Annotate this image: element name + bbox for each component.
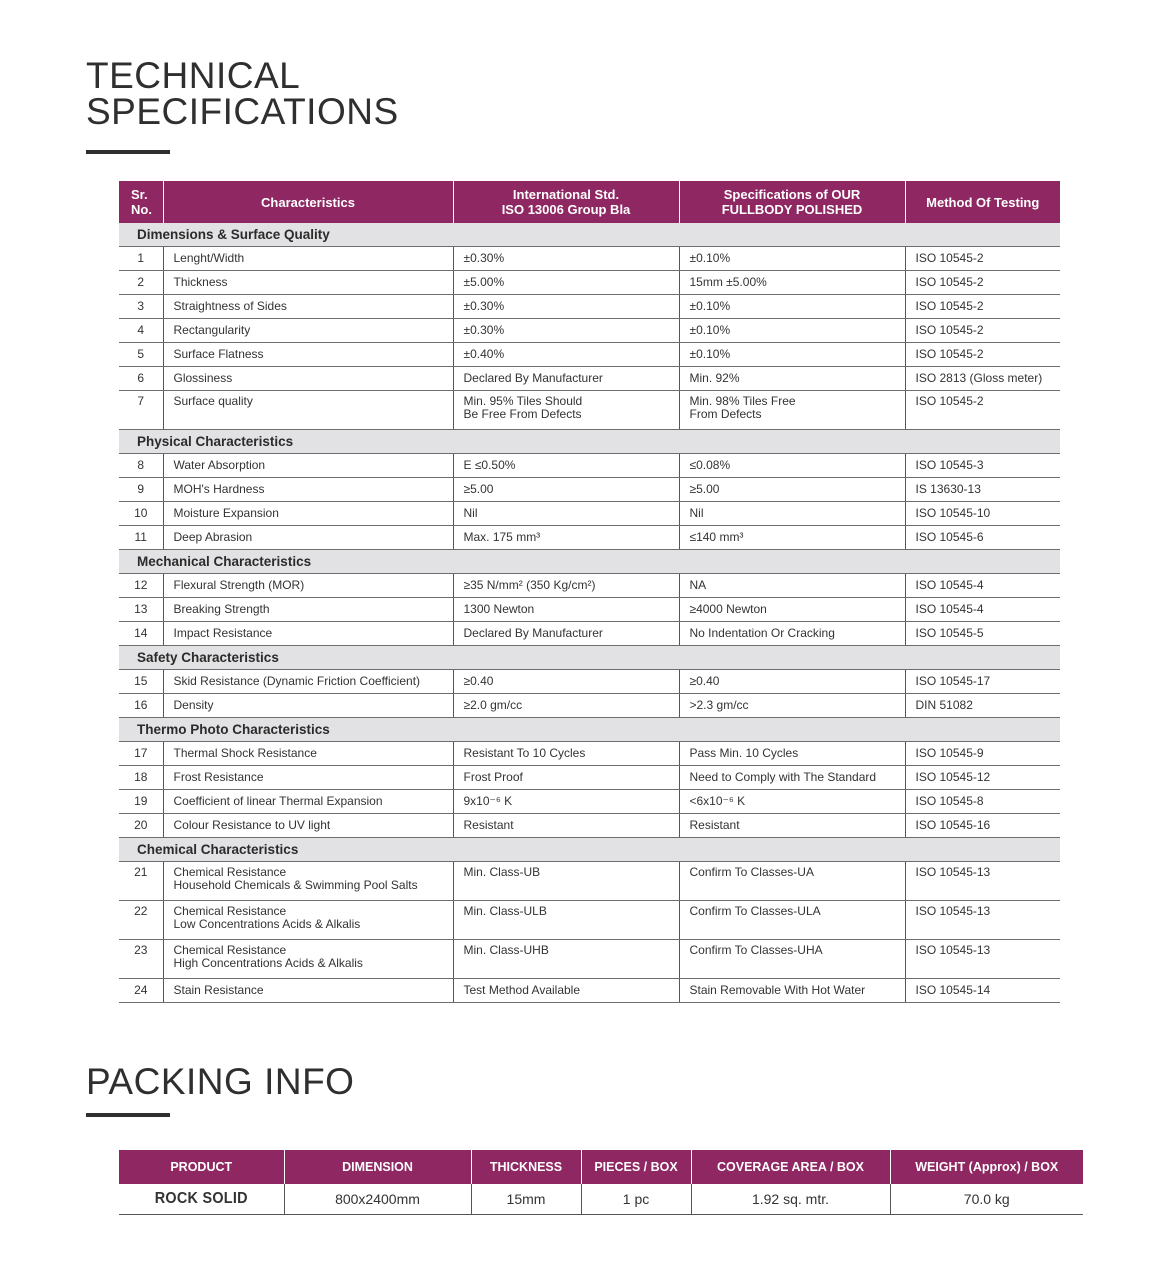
section-row xyxy=(119,223,1060,247)
method-cell: ISO 10545-4 xyxy=(905,598,1060,622)
section-title: Dimensions & Surface Quality xyxy=(119,223,1060,247)
method-cell: ISO 10545-6 xyxy=(905,526,1060,550)
international-std-cell: Min. Class-UB xyxy=(453,862,679,901)
characteristic-cell: Surface quality xyxy=(163,391,453,430)
our-spec-cell: Resistant xyxy=(679,814,905,838)
international-std-cell: ≥5.00 xyxy=(453,478,679,502)
characteristic-cell: Rectangularity xyxy=(163,319,453,343)
title-underline xyxy=(86,1113,170,1117)
method-cell: ISO 10545-2 xyxy=(905,391,1060,430)
method-cell: ISO 10545-17 xyxy=(905,670,1060,694)
table-row xyxy=(119,940,1060,979)
our-spec-cell: Min. 92% xyxy=(679,367,905,391)
international-std-cell: ≥2.0 gm/cc xyxy=(453,694,679,718)
method-cell: ISO 10545-14 xyxy=(905,979,1060,1003)
pieces-value: 1 pc xyxy=(581,1184,691,1215)
our-spec-cell: ≥5.00 xyxy=(679,478,905,502)
sr-no-cell: 21 xyxy=(119,862,163,901)
international-std-cell: Declared By Manufacturer xyxy=(453,622,679,646)
table-row xyxy=(119,622,1060,646)
sr-no-cell: 11 xyxy=(119,526,163,550)
our-spec-cell: Confirm To Classes-UHA xyxy=(679,940,905,979)
characteristic-cell: Glossiness xyxy=(163,367,453,391)
international-std-cell: Declared By Manufacturer xyxy=(453,367,679,391)
method-cell: ISO 10545-2 xyxy=(905,271,1060,295)
sr-no-cell: 15 xyxy=(119,670,163,694)
sr-no-cell: 1 xyxy=(119,247,163,271)
section-row xyxy=(119,838,1060,862)
table-row xyxy=(119,367,1060,391)
table-row xyxy=(119,391,1060,430)
our-spec-cell: NA xyxy=(679,574,905,598)
table-row xyxy=(119,271,1060,295)
sr-no-cell: 2 xyxy=(119,271,163,295)
our-spec-cell: Pass Min. 10 Cycles xyxy=(679,742,905,766)
table-row xyxy=(119,901,1060,940)
characteristic-cell: MOH's Hardness xyxy=(163,478,453,502)
our-spec-cell: Confirm To Classes-ULA xyxy=(679,901,905,940)
table-row xyxy=(119,814,1060,838)
sr-no-cell: 3 xyxy=(119,295,163,319)
method-cell: ISO 10545-13 xyxy=(905,940,1060,979)
sr-no-cell: 20 xyxy=(119,814,163,838)
characteristic-cell: Lenght/Width xyxy=(163,247,453,271)
sr-no-cell: 16 xyxy=(119,694,163,718)
our-spec-cell: <6x10⁻⁶ K xyxy=(679,790,905,814)
characteristic-cell: Skid Resistance (Dynamic Friction Coefficient) xyxy=(163,670,453,694)
sr-no-cell: 22 xyxy=(119,901,163,940)
our-spec-cell: Nil xyxy=(679,502,905,526)
table-row xyxy=(119,478,1060,502)
header-characteristics: Characteristics xyxy=(163,181,453,223)
characteristic-cell: Thermal Shock Resistance xyxy=(163,742,453,766)
dimension-value: 800x2400mm xyxy=(284,1184,471,1215)
sr-no-cell: 10 xyxy=(119,502,163,526)
header-thickness: THICKNESS xyxy=(471,1150,581,1184)
table-row xyxy=(119,670,1060,694)
table-row xyxy=(119,295,1060,319)
characteristic-cell: Water Absorption xyxy=(163,454,453,478)
section-title: Thermo Photo Characteristics xyxy=(119,718,1060,742)
sr-no-cell: 8 xyxy=(119,454,163,478)
our-spec-cell: ±0.10% xyxy=(679,319,905,343)
method-cell: ISO 10545-13 xyxy=(905,901,1060,940)
our-spec-cell: Need to Comply with The Standard xyxy=(679,766,905,790)
our-spec-cell: No Indentation Or Cracking xyxy=(679,622,905,646)
sr-no-cell: 12 xyxy=(119,574,163,598)
international-std-cell: Resistant To 10 Cycles xyxy=(453,742,679,766)
table-row xyxy=(119,454,1060,478)
characteristic-cell: Thickness xyxy=(163,271,453,295)
method-cell: ISO 2813 (Gloss meter) xyxy=(905,367,1060,391)
title-underline xyxy=(86,150,170,154)
characteristic-cell: Chemical Resistance Low Concentrations Acids & Alkalis xyxy=(163,901,453,940)
header-dimension: DIMENSION xyxy=(284,1150,471,1184)
sr-no-cell: 18 xyxy=(119,766,163,790)
international-std-cell: Min. 95% Tiles Should Be Free From Defects xyxy=(453,391,679,430)
international-std-cell: ±0.40% xyxy=(453,343,679,367)
our-spec-cell: ±0.10% xyxy=(679,295,905,319)
section-title: Mechanical Characteristics xyxy=(119,550,1060,574)
table-row xyxy=(119,598,1060,622)
sr-no-cell: 23 xyxy=(119,940,163,979)
table-row xyxy=(119,574,1060,598)
characteristic-cell: Colour Resistance to UV light xyxy=(163,814,453,838)
characteristic-cell: Frost Resistance xyxy=(163,766,453,790)
sr-no-cell: 17 xyxy=(119,742,163,766)
international-std-cell: Min. Class-UHB xyxy=(453,940,679,979)
table-row xyxy=(119,319,1060,343)
table-row xyxy=(119,343,1060,367)
thickness-value: 15mm xyxy=(471,1184,581,1215)
header-our-spec: Specifications of OUR FULLBODY POLISHED xyxy=(679,181,905,223)
coverage-value: 1.92 sq. mtr. xyxy=(691,1184,890,1215)
our-spec-cell: Confirm To Classes-UA xyxy=(679,862,905,901)
our-spec-cell: ±0.10% xyxy=(679,247,905,271)
method-cell: IS 13630-13 xyxy=(905,478,1060,502)
method-cell: ISO 10545-10 xyxy=(905,502,1060,526)
characteristic-cell: Flexural Strength (MOR) xyxy=(163,574,453,598)
our-spec-cell: ≤140 mm³ xyxy=(679,526,905,550)
section-title: Chemical Characteristics xyxy=(119,838,1060,862)
our-spec-cell: ±0.10% xyxy=(679,343,905,367)
table-row xyxy=(119,979,1060,1003)
our-spec-cell: Stain Removable With Hot Water xyxy=(679,979,905,1003)
packing-header-row xyxy=(119,1150,1083,1184)
international-std-cell: ≥0.40 xyxy=(453,670,679,694)
table-row xyxy=(119,790,1060,814)
section-title: Physical Characteristics xyxy=(119,430,1060,454)
our-spec-cell: ≤0.08% xyxy=(679,454,905,478)
method-cell: ISO 10545-16 xyxy=(905,814,1060,838)
international-std-cell: Max. 175 mm³ xyxy=(453,526,679,550)
section-row xyxy=(119,430,1060,454)
characteristic-cell: Chemical Resistance High Concentrations Acids & Alkalis xyxy=(163,940,453,979)
table-row xyxy=(119,694,1060,718)
technical-specifications-table xyxy=(119,181,1060,1003)
table-row xyxy=(119,247,1060,271)
international-std-cell: Min. Class-ULB xyxy=(453,901,679,940)
our-spec-cell: ≥4000 Newton xyxy=(679,598,905,622)
international-std-cell: ±0.30% xyxy=(453,295,679,319)
method-cell: ISO 10545-2 xyxy=(905,295,1060,319)
method-cell: ISO 10545-3 xyxy=(905,454,1060,478)
header-method-of-testing: Method Of Testing xyxy=(905,181,1060,223)
header-product: PRODUCT xyxy=(119,1150,284,1184)
packing-info-table xyxy=(119,1150,1083,1215)
section-title: Safety Characteristics xyxy=(119,646,1060,670)
our-spec-cell: >2.3 gm/cc xyxy=(679,694,905,718)
header-pieces-per-box: PIECES / BOX xyxy=(581,1150,691,1184)
our-spec-cell: 15mm ±5.00% xyxy=(679,271,905,295)
header-weight: WEIGHT (Approx) / BOX xyxy=(890,1150,1083,1184)
international-std-cell: ≥35 N/mm² (350 Kg/cm²) xyxy=(453,574,679,598)
international-std-cell: Nil xyxy=(453,502,679,526)
characteristic-cell: Stain Resistance xyxy=(163,979,453,1003)
international-std-cell: ±0.30% xyxy=(453,247,679,271)
sr-no-cell: 13 xyxy=(119,598,163,622)
international-std-cell: 9x10⁻⁶ K xyxy=(453,790,679,814)
table-row xyxy=(119,742,1060,766)
section-row xyxy=(119,646,1060,670)
section-row xyxy=(119,718,1060,742)
characteristic-cell: Coefficient of linear Thermal Expansion xyxy=(163,790,453,814)
sr-no-cell: 14 xyxy=(119,622,163,646)
table-row xyxy=(119,766,1060,790)
international-std-cell: Resistant xyxy=(453,814,679,838)
method-cell: ISO 10545-2 xyxy=(905,319,1060,343)
method-cell: ISO 10545-2 xyxy=(905,343,1060,367)
method-cell: DIN 51082 xyxy=(905,694,1060,718)
header-sr-no: Sr. No. xyxy=(119,181,163,223)
section-row xyxy=(119,550,1060,574)
our-spec-cell: ≥0.40 xyxy=(679,670,905,694)
characteristic-cell: Surface Flatness xyxy=(163,343,453,367)
sr-no-cell: 4 xyxy=(119,319,163,343)
header-international-std: International Std. ISO 13006 Group Bla xyxy=(453,181,679,223)
characteristic-cell: Density xyxy=(163,694,453,718)
method-cell: ISO 10545-9 xyxy=(905,742,1060,766)
table-header-row xyxy=(119,181,1060,223)
method-cell: ISO 10545-5 xyxy=(905,622,1060,646)
technical-specifications-title: TECHNICAL SPECIFICATIONS xyxy=(86,55,399,132)
sr-no-cell: 7 xyxy=(119,391,163,430)
characteristic-cell: Straightness of Sides xyxy=(163,295,453,319)
international-std-cell: ±0.30% xyxy=(453,319,679,343)
characteristic-cell: Breaking Strength xyxy=(163,598,453,622)
method-cell: ISO 10545-12 xyxy=(905,766,1060,790)
packing-row xyxy=(119,1184,1083,1215)
method-cell: ISO 10545-2 xyxy=(905,247,1060,271)
characteristic-cell: Moisture Expansion xyxy=(163,502,453,526)
characteristic-cell: Chemical Resistance Household Chemicals & Swimming Pool Salts xyxy=(163,862,453,901)
sr-no-cell: 19 xyxy=(119,790,163,814)
international-std-cell: 1300 Newton xyxy=(453,598,679,622)
our-spec-cell: Min. 98% Tiles Free From Defects xyxy=(679,391,905,430)
method-cell: ISO 10545-13 xyxy=(905,862,1060,901)
sr-no-cell: 5 xyxy=(119,343,163,367)
sr-no-cell: 9 xyxy=(119,478,163,502)
table-row xyxy=(119,526,1060,550)
weight-value: 70.0 kg xyxy=(890,1184,1083,1215)
international-std-cell: Test Method Available xyxy=(453,979,679,1003)
product-name: ROCK SOLID xyxy=(127,1184,276,1215)
sr-no-cell: 6 xyxy=(119,367,163,391)
packing-info-title: PACKING INFO xyxy=(86,1061,355,1102)
characteristic-cell: Deep Abrasion xyxy=(163,526,453,550)
international-std-cell: ±5.00% xyxy=(453,271,679,295)
characteristic-cell: Impact Resistance xyxy=(163,622,453,646)
method-cell: ISO 10545-4 xyxy=(905,574,1060,598)
sr-no-cell: 24 xyxy=(119,979,163,1003)
method-cell: ISO 10545-8 xyxy=(905,790,1060,814)
international-std-cell: E ≤0.50% xyxy=(453,454,679,478)
table-row xyxy=(119,502,1060,526)
table-row xyxy=(119,862,1060,901)
international-std-cell: Frost Proof xyxy=(453,766,679,790)
header-coverage-area: COVERAGE AREA / BOX xyxy=(691,1150,890,1184)
